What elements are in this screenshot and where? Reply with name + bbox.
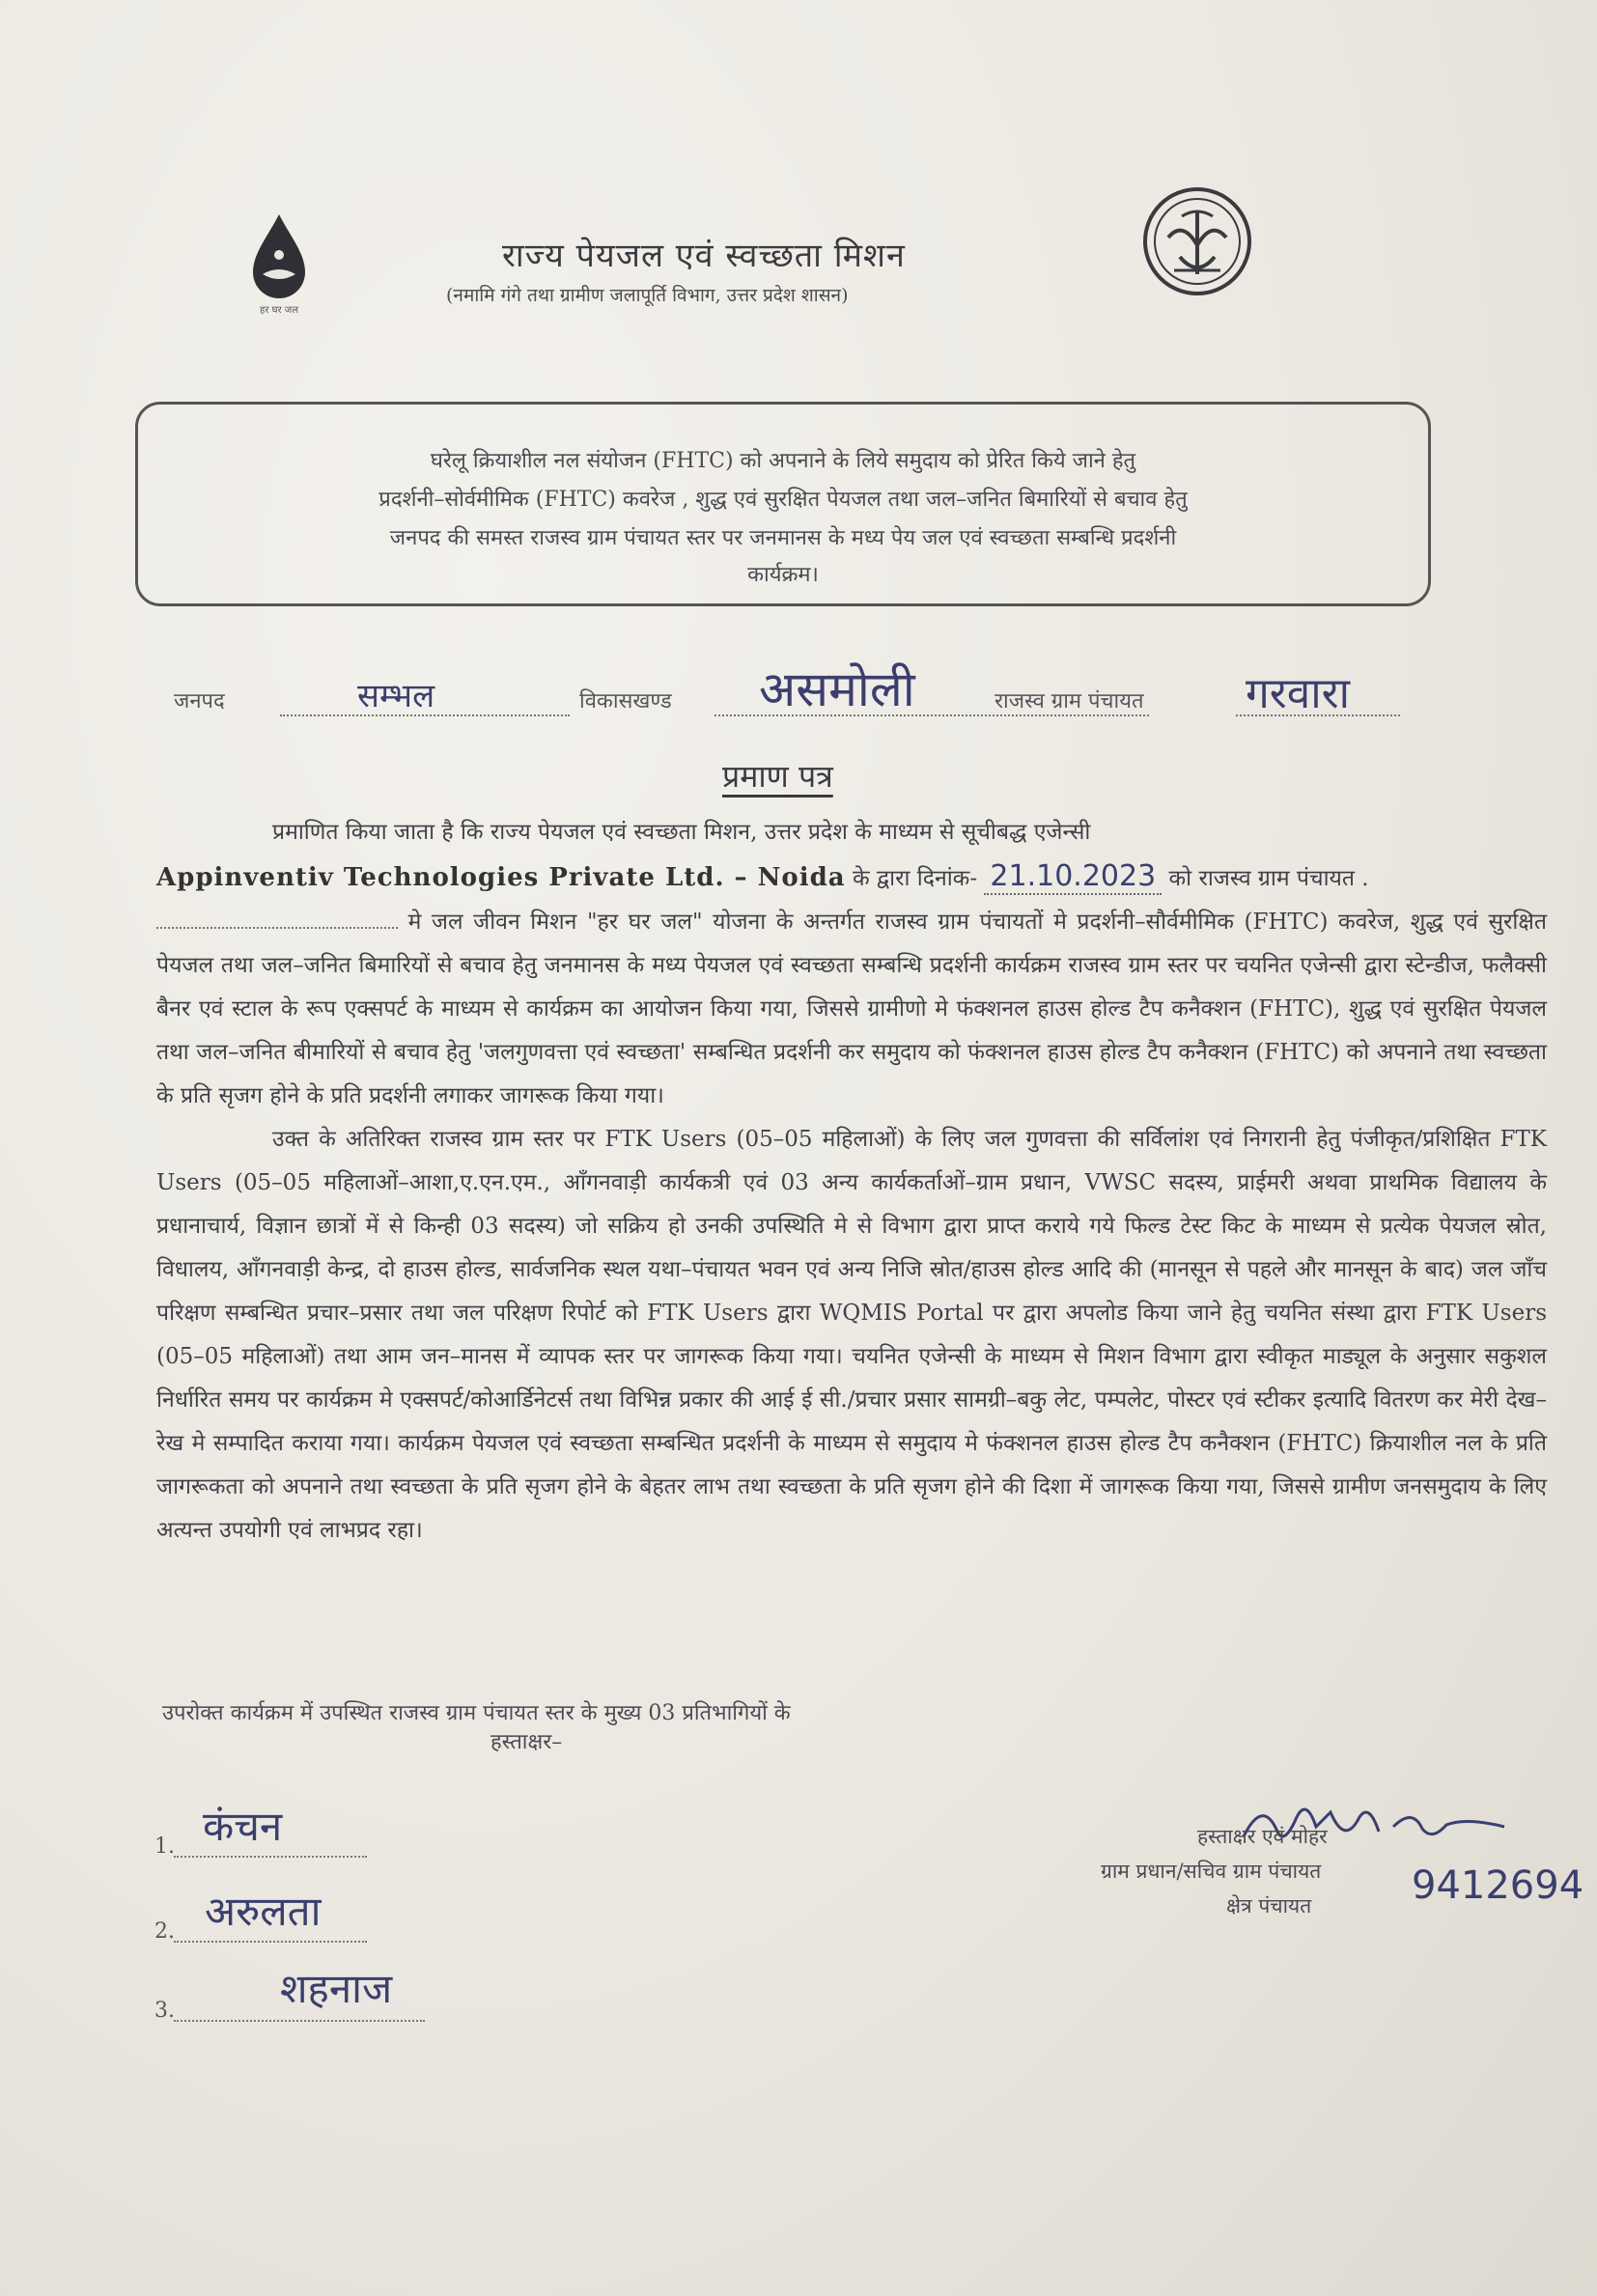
banner-line-4: कार्यक्रम। [747,563,819,587]
pradhan-secretary-label: ग्राम प्रधान/सचिव ग्राम पंचायत [1101,1860,1322,1883]
attendee-2-line [174,1941,367,1943]
attendee-3-signature: शहनाज [280,1965,393,2012]
district-label: जनपद [174,689,225,714]
banner-line-3: जनपद की समस्त राजस्व ग्राम पंचायत स्तर पर जनमानस के मध्य पेय जल एवं स्वच्छता सम्बन्धि प्रदर्शनी [389,526,1177,550]
para1-intro: प्रमाणित किया जाता है कि राज्य पेयजल एवं स्वच्छता मिशन, उत्तर प्रदेश के माध्यम से सूचीबद्ध एजेन्सी [272,820,1091,845]
attendee-1-line [174,1856,367,1858]
mission-title: राज्य पेयजल एवं स्वच्छता मिशन [502,237,906,275]
up-government-emblem-icon [1139,182,1255,307]
para1-gp: को राजस्व ग्राम पंचायत . [1168,866,1369,891]
paragraph-1 [156,811,1547,1118]
gram-panchayat-value: गरवारा [1246,669,1351,718]
para1-rest: मे जल जीवन मिशन "हर घर जल" योजना के अन्तर्गत राजस्व ग्राम पंचायतों मे प्रदर्शनी–सौर्वमीमिक (FHTC) कवरेज, शुद्ध एवं सुरक्षित पेयजल तथा जल–जनित बिमारियों से बचाव हेतु जनमानस के मध्य पेयजल एवं स्वच्छता सम्बन्धि प्रदर्शनी कार्यक्रम राजस्व ग्राम स्तर पर चयनित एजेन्सी द्वारा स्टेन्डीज, फलैक्सी बैनर एवं स्टाल के रूप एक्सपर्ट के माध्यम से कार्यक्रम का आयोजन किया गया, जिससे ग्रामीणो मे फंक्शनल हाउस होल्ड टैप कनैक्शन (FHTC), शुद्ध एवं सुरक्षित पेयजल तथा जल–जनित बीमारियों से बचाव हेतु 'जलगुणवत्ता एवं स्वच्छता' सम्बन्धित प्रदर्शनी कर समुदाय को फंक्शनल हाउस होल्ड टैप कनैक्शन (FHTC) को अपनाने तथा स्वच्छता के प्रति सृजग होने के प्रति प्रदर्शनी लगाकर जागरूक किया गया। [156,910,1548,1108]
program-banner [135,402,1431,606]
district-value: सम्भल [357,677,435,715]
attendee-2-number: 2. [154,1919,175,1944]
banner-line-2: प्रदर्शनी–सोर्वमीमिक (FHTC) कवरेज , शुद्ध एवं सुरक्षित पेयजल तथा जल–जनित बिमारियों से बचाव हेतु [378,488,1188,512]
gram-panchayat-label: राजस्व ग्राम पंचायत [995,689,1144,714]
attendee-1-signature: कंचन [203,1803,283,1850]
banner-line-1: घरेलू क्रियाशील नल संयोजन (FHTC) को अपनाने के लिये समुदाय को प्रेरित किये जाने हेतु [430,449,1136,473]
sign-seal-label: हस्ताक्षर एवं मोहर [1197,1825,1328,1848]
kshetra-panchayat-label: क्षेत्र पंचायत [1226,1894,1312,1918]
attendees-heading-line1: उपरोक्त कार्यक्रम में उपस्थित राजस्व ग्राम पंचायत स्तर के मुख्य 03 प्रतिभागियों के [162,1701,791,1725]
agency-name: Appinventiv Technologies Private Ltd. – Noida [156,863,846,892]
logo-caption: हर घर जल [260,305,298,316]
attendees-heading [162,1699,1089,1757]
attendees-heading-line2: हस्ताक्षर– [490,1730,563,1754]
paragraph-2: उक्त के अतिरिक्त राजस्व ग्राम स्तर पर FTK Users (05–05 महिलाओं) के लिए जल गुणवत्ता की सर्विलांश एवं निगरानी हेतु पंजीकृत/प्रशिक्षित FTK Users (05–05 महिलाओं–आशा,ए.एन.एम., आँगनवाड़ी कार्यकत्री एवं 03 अन्य कार्यकर्ताओं–ग्राम प्रधान, VWSC सदस्य, प्राईमरी अथवा प्राथमिक विद्यालय के प्रधानाचार्य, विज्ञान छात्रों में से किन्ही 03 सदस्य) जो सक्रिय हो उनकी उपस्थिति मे से विभाग द्वारा प्राप्त कराये गये फिल्ड टेस्ट किट के माध्यम से प्रत्येक पेयजल स्रोत, विधालय, आँगनवाड़ी केन्द्र, दो हाउस होल्ड, सार्वजनिक स्थल यथा–पंचायत भवन एवं अन्य निजि स्रोत/हाउस होल्ड आदि की (मानसून से पहले और मानसून के बाद) जल जाँच परिक्षण सम्बन्धित प्रचार–प्रसार तथा जल परिक्षण रिपोर्ट को FTK Users द्वारा WQMIS Portal पर द्वारा अपलोड किया जाने हेतु चयनित संस्था द्वारा FTK Users (05–05 महिलाओं) तथा आम जन–मानस में व्यापक स्तर पर जागरूक किया गया। चयनित एजेन्सी के माध्यम से मिशन विभाग द्वारा स्वीकृत माड्यूल के अनुसार सकुशल निर्धारित समय पर कार्यक्रम मे एक्सपर्ट/कोआर्डिनेटर्स तथा विभिन्न प्रकार की आई ई सी./प्रचार प्रसार सामग्री–बकु लेट, पम्पलेट, पोस्टर एवं स्टीकर इत्यादि वितरण कर मेरी देख–रेख मे सम्पादित कराया गया। कार्यक्रम पेयजल एवं स्वच्छता सम्बन्धित प्रदर्शनी के माध्यम से समुदाय मे फंक्शनल हाउस होल्ड टैप कनैक्शन (FHTC) क्रियाशील नल के प्रति जागरूकता को अपनाने तथा स्वच्छता के प्रति सृजग होने के बेहतर लाभ तथा स्वच्छता के प्रति सृजग होने की दिशा में जागरूक किया गया, जिससे ग्रामीण जनसमुदाय के लिए अत्यन्त उपयोगी एवं लाभप्रद रहा। [156,1127,1547,1543]
attendee-3-number: 3. [154,1999,175,2023]
certificate-body [156,811,1547,1553]
block-label: विकासखण्ड [579,689,672,714]
blank-line [156,927,398,929]
para1-dated: के द्वारा दिनांक- [852,866,978,891]
mission-subtitle: (नमामि गंगे तथा ग्रामीण जलापूर्ति विभाग, उत्तर प्रदेश शासन) [446,285,849,306]
attendee-3-line [174,2020,425,2022]
handwritten-phone-number: 9412694 [1412,1863,1584,1908]
block-value: असमोली [759,661,915,717]
attendee-2-signature: अरुलता [205,1888,322,1935]
attendee-1-number: 1. [154,1834,175,1859]
certificate-title: प्रमाण पत्र [722,758,833,795]
program-date: 21.10.2023 [984,859,1162,895]
jal-mission-logo-icon [230,207,328,332]
